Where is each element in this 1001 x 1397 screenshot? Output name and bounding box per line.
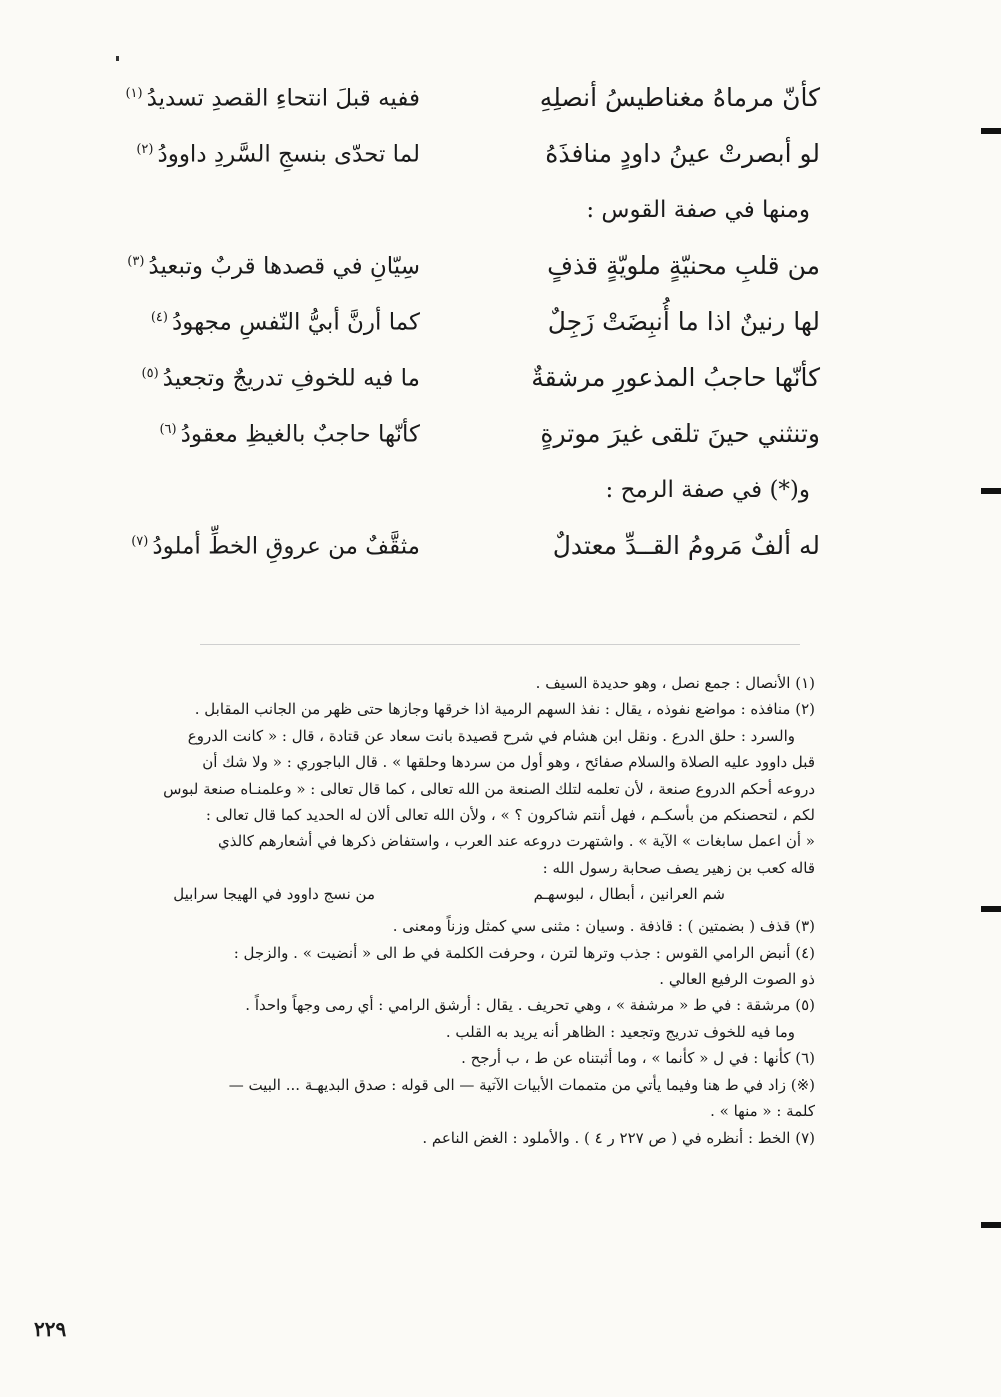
verse-first-hemistich: كأنّ مرماهُ مغناطيسُ أنصلِهِ bbox=[539, 83, 820, 112]
section-heading bbox=[60, 462, 820, 518]
verse-first-hemistich: لها رنينٌ اذا ما أُنبِضَتْ زَجِلٌ bbox=[547, 307, 820, 336]
verse bbox=[60, 238, 820, 294]
footnote-line: (٧) الخط : أنظره في ( ص ٢٢٧ ر ٤ ) . والأملود : الغض الناعم . bbox=[422, 1128, 815, 1147]
verse-first-hemistich: كأنّها حاجبُ المذعورِ مرشقةٌ bbox=[531, 363, 820, 392]
footnote-ref: (١) bbox=[125, 86, 143, 101]
footnote-line: لكم ، لتحصنكم من بأسكـم ، فهل أنتم شاكرون ؟ » ، ولأن الله تعالى ألان له الحديد كما قال تعالى : bbox=[205, 806, 815, 825]
verse-first-hemistich: له ألفٌ مَرومُ القــدِّ معتدلٌ bbox=[552, 531, 820, 560]
footnote-separator bbox=[200, 644, 800, 645]
page-number: ٢٢٩ bbox=[34, 1317, 67, 1341]
footnote-line: (١) الأنصال : جمع نصل ، وهو حديدة السيف . bbox=[535, 674, 815, 692]
footnote-ref: (٣) bbox=[127, 254, 145, 269]
verse-second-hemistich: سِيّانِ في قصدها قربٌ وتبعيدُ$^{(٣)}$ bbox=[127, 253, 420, 280]
verse bbox=[60, 406, 820, 462]
footnote-ref: (٥) bbox=[141, 366, 159, 381]
verse-first-hemistich: لو أبصرتْ عينُ داودٍ منافذَهُ bbox=[545, 139, 820, 168]
footnote-line: (※) زاد في ط هنا وفيما يأتي من متممات الأبيات الآتية — الى قوله : صدق البديهـة ... البيت — bbox=[228, 1075, 815, 1094]
verse bbox=[60, 518, 820, 574]
heading-spear: و(*) في صفة الرمح : bbox=[605, 477, 810, 503]
footnote-line: والسرد : حلق الدرع . ونقل ابن هشام في شرح قصيدة بانت سعاد عن قتادة ، قال : « كانت الدروع bbox=[187, 726, 795, 745]
footnote-line: ذو الصوت الرفيع العالي . bbox=[659, 970, 815, 989]
verse-second-hemistich: ما فيه للخوفِ تدريجٌ وتجعيدُ$^{(٥)}$ bbox=[141, 365, 420, 392]
verse bbox=[60, 126, 820, 182]
verse-second-hemistich: مثقَّفٌ من عروقِ الخطِّ أملودُ$^{(٧)}$ bbox=[131, 533, 420, 560]
margin-mark bbox=[981, 1222, 1001, 1228]
footnote-ref: (٧) bbox=[131, 534, 149, 549]
verse-first-hemistich: من قلبِ محنيّةٍ ملويّةٍ قذفٍ bbox=[547, 251, 820, 280]
verse-first-hemistich: وتنثني حينَ تلقى غيرَ موترةٍ bbox=[540, 419, 820, 448]
quoted-hemistich: شم العرانين ، أبطال ، لبوسهـم bbox=[533, 885, 725, 904]
margin-mark bbox=[981, 128, 1001, 134]
section-heading bbox=[60, 182, 820, 238]
margin-mark bbox=[981, 906, 1001, 912]
footnote-ref: (٢) bbox=[136, 142, 154, 157]
footnote-line: « أن اعمل سابغات » الآية » . واشتهرت دروعه عند العرب ، واستفاض ذكرها في أشعارهم كالذي bbox=[217, 832, 815, 851]
verse-second-hemistich: ففيه قبلَ انتحاءِ القصدِ تسديدُ$^{(١)}$ bbox=[125, 85, 420, 112]
footnote-line: (٥) مرشقة : في ط « مرشفة » ، وهي تحريف . يقال : أرشق الرامي : أي رمى وجهاً واحداً . bbox=[245, 996, 815, 1015]
poem-verses bbox=[60, 70, 820, 574]
footnote-line: دروعه أحكم الدروع صنعة ، لأن تعلمه لتلك الصنعة من الله تعالى ، كما قال تعالى : « وعلمنـاه صنعة لبوس bbox=[163, 779, 815, 798]
footnote-ref: (٤) bbox=[150, 310, 168, 325]
footnote-line: وما فيه للخوف تدريج وتجعيد : الظاهر أنه يريد به القلب . bbox=[445, 1022, 795, 1041]
verse-second-hemistich: كما أرنَّ أبيُّ النّفسِ مجهودُ$^{(٤)}$ bbox=[150, 309, 420, 336]
quoted-verse bbox=[60, 881, 815, 913]
footnote-ref: (٦) bbox=[159, 422, 177, 437]
footnote-line: كلمة : « منها » . bbox=[710, 1102, 815, 1121]
verse-second-hemistich: لما تحدّى بنسجِ السَّردِ داوودُ$^{(٢)}$ bbox=[136, 141, 420, 168]
footnote-line: (٦) كأنها : في ل « كأنما » ، وما أثبتناه عن ط ، ب أرجح . bbox=[461, 1049, 815, 1068]
verse bbox=[60, 70, 820, 126]
margin-mark bbox=[981, 488, 1001, 494]
footnote-line: (٣) قذف ( بضمتين ) : قاذفة . وسيان : مثنى سي كمثل وزناً ومعنى . bbox=[392, 917, 815, 936]
verse-second-hemistich: كأنّها حاجبٌ بالغيظِ معقودُ$^{(٦)}$ bbox=[159, 421, 420, 448]
verse bbox=[60, 350, 820, 406]
footnote-line: قبل داوود عليه الصلاة والسلام صفائح ، وهو أول من سردها وحلقها » . قال الباجوري : « ولا شك أن bbox=[202, 753, 815, 772]
quoted-hemistich: من نسج داوود في الهيجا سرابيل bbox=[173, 885, 375, 904]
footnote-line: (٢) منافذه : مواضع نفوذه ، يقال : نفذ السهم الرمية اذا خرقها وجازها حتى ظهر من الجانب المقابل . bbox=[194, 700, 815, 719]
verse bbox=[60, 294, 820, 350]
footnote-line: قاله كعب بن زهير يصف صحابة رسول الله : bbox=[542, 858, 815, 877]
stray-mark bbox=[116, 56, 119, 61]
footnote-line: (٤) أنبض الرامي القوس : جذب وترها لترن ، وحرفت الكلمة في ط الى « أنضيت » . والزجل : bbox=[233, 943, 815, 962]
heading-bow: ومنها في صفة القوس : bbox=[586, 197, 810, 223]
footnotes bbox=[60, 670, 815, 1151]
